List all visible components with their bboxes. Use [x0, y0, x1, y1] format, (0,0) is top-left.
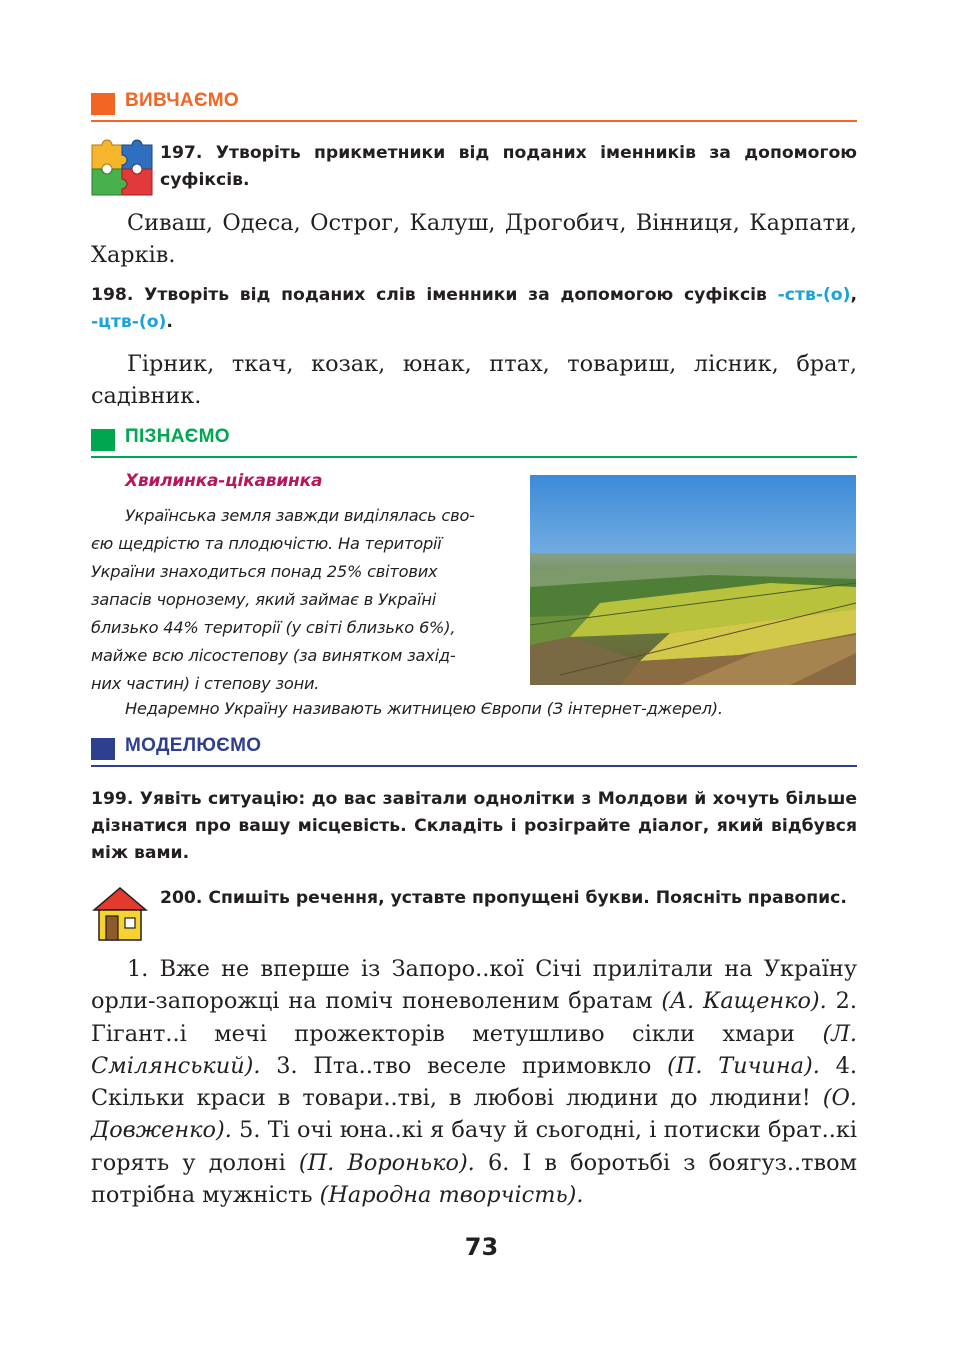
- author-citation: (А. Кащенко).: [661, 988, 827, 1015]
- suffix-tstv: -цтв-(о): [91, 312, 167, 332]
- section-rule: [91, 456, 857, 458]
- task-198-instruction: 198. Утворіть від поданих слів іменники за допомогою суфіксів -ств-(о), -цтв-(о).: [91, 285, 857, 332]
- fact-title: Хвилинка-цікавинка: [125, 471, 323, 491]
- task-197-instruction: 197. Утворіть прикметники від поданих іменників за допомогою суфіксів.: [160, 143, 857, 190]
- section-title: ВИВЧАЄМО: [125, 90, 239, 111]
- fact-line: України знаходиться понад 25% світових: [91, 562, 438, 581]
- fact-paragraph: [91, 502, 516, 698]
- fact-line: майже всю лісостепову (за винятком захід-: [91, 646, 456, 665]
- page-number: 73: [464, 1233, 499, 1261]
- section-header-learn: [91, 424, 857, 458]
- task-199-instruction: 199. Уявіть ситуацію: до вас завітали однолітки з Молдови й хочуть більше дізнатися про вашу місцевість. Складіть і розіграйте діалог, який відбувся між вами.: [91, 789, 857, 863]
- fact-line: єю щедрістю та плодючістю. На території: [91, 534, 442, 553]
- author-citation: (П. Тичина).: [667, 1052, 820, 1079]
- section-title: ПІЗНАЄМО: [125, 426, 230, 447]
- task-198-words: Гірник, ткач, козак, юнак, птах, товариш, лісник, брат, садівник.: [91, 351, 857, 409]
- author-citation: (Народна творчість).: [319, 1182, 584, 1209]
- section-rule: [91, 765, 857, 767]
- section-header-model: [91, 733, 857, 767]
- task-200-instruction: 200. Спишіть речення, уставте пропущені букви. Поясніть правопис.: [160, 888, 847, 908]
- fact-line: близько 44% території (у світі близько 6%),: [91, 618, 456, 637]
- section-header-study: [91, 88, 857, 122]
- author-citation: (Л. Смілянський).: [91, 1020, 857, 1079]
- section-title: МОДЕЛЮЄМО: [125, 735, 262, 756]
- section-rule: [91, 120, 857, 122]
- ukraine-fields-photo: [530, 475, 856, 685]
- suffix-stv: -ств-(о): [777, 285, 851, 305]
- task-200-sentences: 1. Вже не вперше із Запоро..кої Січі прилітали на Україну орли-запорожці на поміч поневоленим братам (А. Кащенко). 2. Гігант..і мечі прожекторів метушливо сікли хмари (Л. Смілянський). 3. Пта..тво веселе примовкло (П. Тичина). 4. Скільки краси в товари..тві, в любові людини до людини! (О. Довженко). 5. Ті очі юна..кі я бачу й сьогодні, і потиски брат..кі горять у долоні (П. Воронько). 6. І в боротьбі з боягуз..твом потрібна мужність (Народна творчість).: [91, 956, 858, 1209]
- section-marker: [91, 738, 115, 760]
- fact-line: них частин) і степову зони.: [91, 674, 320, 693]
- author-citation: (П. Воронько).: [298, 1149, 475, 1176]
- fact-line: Українська земля завжди виділялась сво-: [125, 506, 475, 525]
- fact-closing: Недаремно Україну називають житницею Європи (З інтернет-джерел).: [125, 699, 723, 718]
- puzzle-icon: [90, 139, 154, 197]
- task-197-words: Сиваш, Одеса, Острог, Калуш, Дрогобич, Вінниця, Карпати, Харків.: [91, 210, 857, 268]
- author-citation: (О. Довженко).: [91, 1085, 857, 1144]
- section-marker: [91, 429, 115, 451]
- fact-line: запасів чорнозему, який займає в Україні: [91, 590, 437, 609]
- section-marker: [91, 93, 115, 115]
- house-icon: [92, 886, 148, 942]
